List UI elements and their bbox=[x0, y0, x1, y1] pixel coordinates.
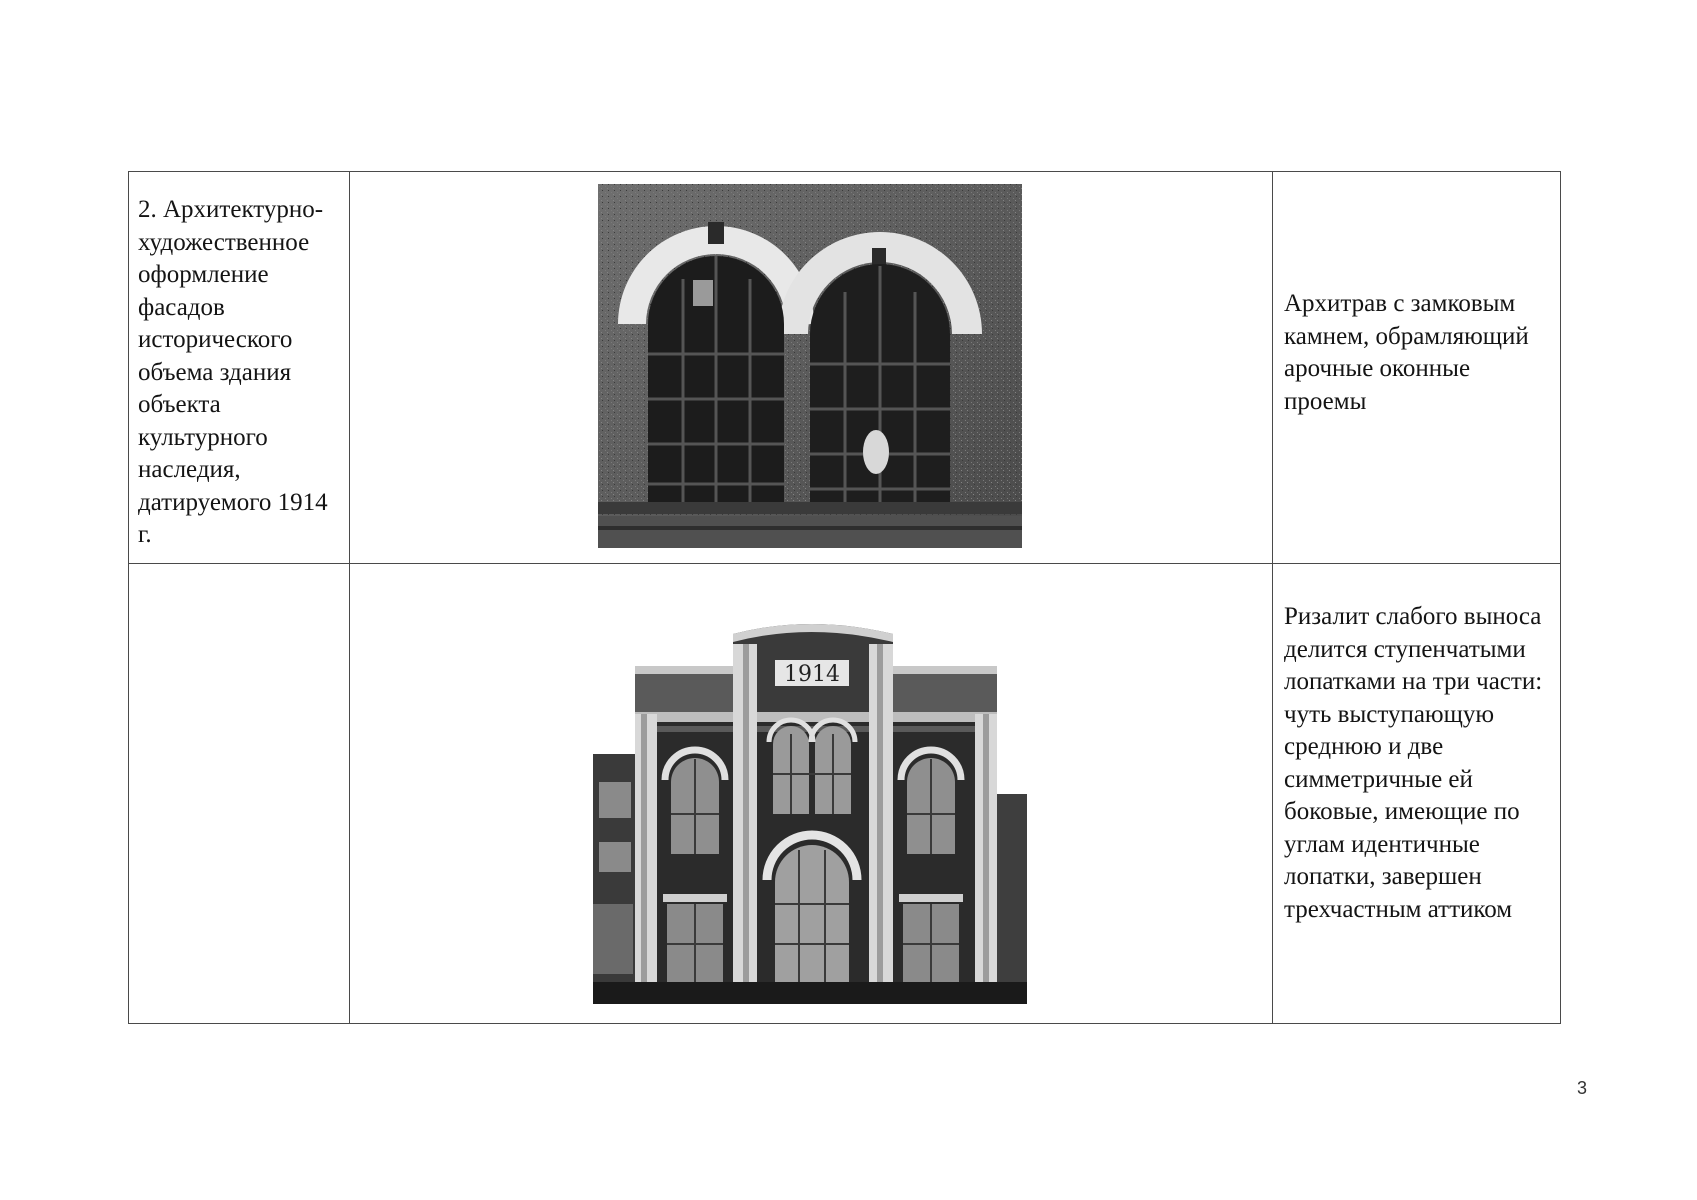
element-cell bbox=[129, 172, 350, 564]
table-row bbox=[129, 564, 1561, 1024]
page-number: 3 bbox=[1576, 1078, 1587, 1098]
element-cell bbox=[129, 564, 350, 1024]
description-text: Архитрав с замковым камнем, обрамляющий арочные оконные проемы bbox=[1284, 290, 1529, 415]
photo-cell bbox=[350, 564, 1273, 1024]
facade-date-inscription: 1914 bbox=[784, 662, 840, 687]
photo-cell bbox=[350, 172, 1273, 564]
monument-elements-table bbox=[128, 171, 1561, 1024]
element-text: 2. Архитектурно-художественное оформление фасадов исторического объема здания объекта культурного наследия, датируемого 1914 г. bbox=[138, 196, 328, 548]
description-cell bbox=[1273, 172, 1561, 564]
arched-windows-photo bbox=[598, 184, 1022, 548]
element-text bbox=[129, 564, 349, 586]
facade-photo bbox=[593, 614, 1027, 1004]
description-text: Ризалит слабого выноса делится ступенчатыми лопатками на три части: чуть выступающую среднюю и две симметричные ей боковые, имеющие по углам идентичные лопатки, завершен трехчастным аттиком bbox=[1284, 603, 1543, 923]
description-cell bbox=[1273, 564, 1561, 1024]
table-row bbox=[129, 172, 1561, 564]
